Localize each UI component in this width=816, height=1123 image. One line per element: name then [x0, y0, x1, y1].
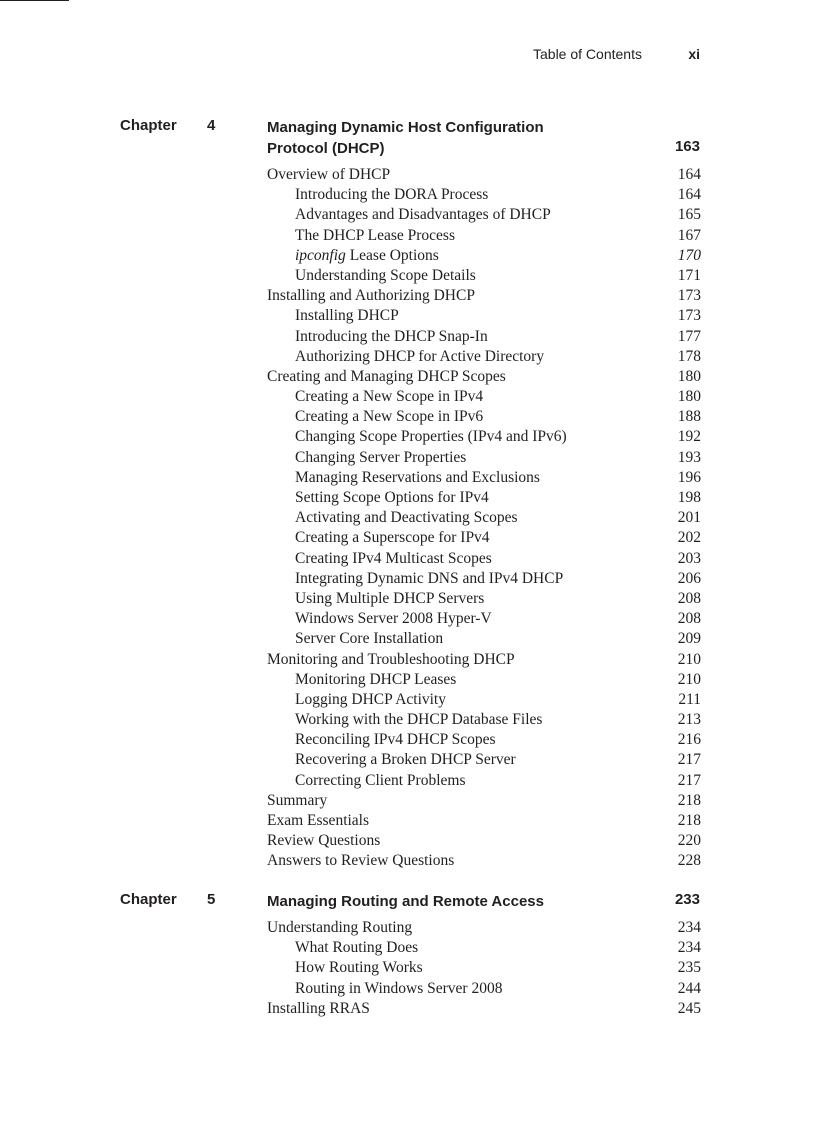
toc-entry-title — [267, 918, 412, 938]
toc-subentry — [267, 407, 701, 427]
toc-entry-page: 201 — [677, 509, 701, 527]
chapter-page-number: 163 — [674, 138, 700, 155]
toc-subentry — [267, 327, 701, 347]
toc-entry-title — [267, 650, 515, 670]
toc-entry-title-text: The DHCP Lease Process — [295, 226, 455, 244]
toc-entry-title — [295, 549, 492, 569]
toc-entry-title-text: How Routing Works — [295, 959, 423, 977]
toc-entry — [267, 165, 701, 185]
chapter-number: 4 — [207, 117, 216, 134]
toc-entry-title — [295, 468, 540, 488]
toc-entry-title-text: Windows Server 2008 Hyper-V — [295, 610, 492, 628]
toc-entry-page: 211 — [678, 690, 701, 708]
corner-rule — [0, 0, 69, 1]
chapter-title-line-1: Managing Routing and Remote Access — [267, 893, 544, 910]
toc-entry — [267, 851, 701, 871]
chapter-page-number: 233 — [674, 891, 700, 908]
toc-subentry — [267, 246, 701, 266]
toc-entry-page: 234 — [677, 939, 701, 957]
toc-entry-title-text: Answers to Review Questions — [267, 852, 455, 870]
toc-entry-title — [295, 938, 418, 958]
chapter-title-line-1: Managing Dynamic Host Configuration — [267, 119, 544, 136]
toc-entry-page: 244 — [677, 979, 701, 997]
toc-entry-title — [295, 327, 488, 347]
toc-entry — [267, 791, 701, 811]
chapter-number: 5 — [207, 891, 216, 908]
toc-entry-page: 210 — [677, 650, 701, 668]
toc-entry-page: 228 — [677, 852, 701, 870]
toc-subentry — [267, 508, 701, 528]
toc-entry-page: 171 — [677, 266, 701, 284]
toc-subentry — [267, 448, 701, 468]
toc-entry-title — [267, 999, 370, 1019]
toc-subentry — [267, 938, 701, 958]
toc-entry-title — [267, 811, 369, 831]
toc-entry-page: 203 — [677, 549, 701, 567]
chapter-label: Chapter — [120, 117, 177, 134]
toc-subentry — [267, 347, 701, 367]
toc-entry-title-text: Advantages and Disadvantages of DHCP — [295, 206, 551, 224]
toc-entry-page: 210 — [677, 670, 701, 688]
toc-entry-page: 216 — [677, 731, 701, 749]
toc-entry-page: 164 — [677, 186, 701, 204]
chapter-title — [267, 117, 617, 159]
toc-entry-page: 180 — [677, 367, 701, 385]
toc-entry-title — [295, 730, 496, 750]
toc-entry-page: 206 — [677, 569, 701, 587]
toc-entry-title-text: Understanding Scope Details — [295, 266, 476, 284]
toc-entry-title-text: Understanding Routing — [267, 919, 413, 936]
toc-subentry — [267, 710, 701, 730]
toc-entry-title-text: Logging DHCP Activity — [295, 690, 446, 708]
toc-entry-title-text: Changing Scope Properties (IPv4 and IPv6) — [295, 428, 567, 446]
toc-entry-page: 220 — [677, 832, 701, 850]
toc-entry — [267, 999, 701, 1019]
toc-subentry — [267, 528, 701, 548]
toc-entry-title-text: Recovering a Broken DHCP Server — [295, 751, 516, 769]
toc-entry-title-text: Server Core Installation — [295, 630, 444, 648]
toc-subentry — [267, 771, 701, 791]
toc-entry — [267, 286, 701, 306]
toc-entry-page: 218 — [677, 791, 701, 809]
running-head — [0, 46, 816, 66]
toc-entry-title-text: Summary — [267, 791, 328, 809]
toc-entry-title — [295, 427, 567, 447]
toc-entry-title — [295, 589, 484, 609]
toc-entry — [267, 650, 701, 670]
toc-entry-title — [295, 306, 399, 326]
toc-entry-title — [267, 831, 380, 851]
toc-entry-title-text: Installing DHCP — [295, 307, 399, 325]
toc-entry-title — [295, 185, 488, 205]
toc-entry-title — [295, 387, 483, 407]
chapter-title — [267, 891, 617, 912]
toc-entry-page: 213 — [677, 711, 701, 729]
toc-entry-title — [295, 246, 439, 266]
toc-entry-title-italic: ipconfig — [295, 246, 346, 264]
toc-entry-title-text: Setting Scope Options for IPv4 — [295, 489, 489, 506]
toc-entry — [267, 831, 701, 851]
toc-subentry — [267, 549, 701, 569]
toc-entry-title-text: Working with the DHCP Database Files — [295, 711, 543, 729]
toc-entry-page: 234 — [677, 919, 701, 936]
toc-entry-title-text: Routing in Windows Server 2008 — [295, 979, 503, 997]
toc-entry-title — [295, 710, 542, 730]
toc-subentry — [267, 185, 701, 205]
toc-entry-title — [295, 226, 455, 246]
toc-entry-title — [267, 791, 327, 811]
toc-entry-page: 217 — [677, 751, 701, 769]
toc-entry — [267, 367, 701, 387]
toc-entry-title — [295, 528, 490, 548]
toc-entry-title-text: Reconciling IPv4 DHCP Scopes — [295, 731, 496, 749]
toc-subentry — [267, 488, 701, 508]
toc-entry-page: 167 — [677, 226, 701, 244]
toc-subentry — [267, 609, 701, 629]
toc-entry-title-text: Authorizing DHCP for Active Directory — [295, 347, 545, 365]
toc-entry-page: 198 — [677, 489, 701, 506]
chapter-title-line-2: Protocol (DHCP) — [267, 140, 385, 157]
toc-entry-title-text: Exam Essentials — [267, 812, 370, 829]
toc-entry-page: 202 — [677, 529, 701, 547]
toc-entry-page: 192 — [677, 428, 701, 446]
toc-entry-page: 208 — [677, 589, 701, 607]
toc-entry-page: 196 — [677, 468, 701, 486]
chapter-label: Chapter — [120, 891, 177, 908]
toc-entry-title-text: Creating IPv4 Multicast Scopes — [295, 549, 492, 567]
toc-entry-title — [267, 165, 390, 185]
toc-subentry — [267, 589, 701, 609]
toc-entry-title — [295, 569, 563, 589]
toc-entry-title-text: Introducing the DORA Process — [295, 186, 489, 204]
toc-subentry — [267, 266, 701, 286]
toc-subentry — [267, 670, 701, 690]
toc-subentry — [267, 979, 701, 999]
toc-entry-page: 173 — [677, 307, 701, 325]
toc-entry-title-text: Using Multiple DHCP Servers — [295, 589, 485, 607]
toc-subentry — [267, 468, 701, 488]
toc-entry-title-text: Creating and Managing DHCP Scopes — [267, 367, 506, 385]
toc-entry-page: 209 — [677, 630, 701, 648]
toc-entry-page: 170 — [677, 246, 701, 264]
toc-entry-page: 235 — [677, 959, 701, 977]
toc-entry-title-text: Correcting Client Problems — [295, 771, 466, 789]
toc-subentry — [267, 387, 701, 407]
running-head-title: Table of Contents — [533, 46, 642, 62]
toc-subentry — [267, 730, 701, 750]
toc-entry-title — [295, 629, 443, 649]
toc-entry-title-text: Integrating Dynamic DNS and IPv4 DHCP — [295, 569, 564, 587]
toc-entry-title — [295, 448, 466, 468]
toc-entry-title — [295, 266, 476, 286]
toc-entry-title — [295, 979, 502, 999]
toc-entry-title-text: Introducing the DHCP Snap-In — [295, 327, 488, 345]
toc-entry-page: 188 — [677, 408, 701, 426]
toc-entry-title — [295, 750, 516, 770]
toc-subentry — [267, 690, 701, 710]
toc-entry-page: 173 — [677, 287, 701, 305]
toc-entry-title-text: Monitoring and Troubleshooting DHCP — [267, 650, 515, 668]
toc-subentry — [267, 569, 701, 589]
toc-entry — [267, 918, 701, 938]
toc-entry-page: 165 — [677, 206, 701, 224]
toc-entry-title-text: Managing Reservations and Exclusions — [295, 468, 540, 486]
toc-subentry — [267, 958, 701, 978]
toc-entry-title — [295, 205, 551, 225]
toc-entry-title — [295, 958, 423, 978]
toc-entry-title-text: Installing and Authorizing DHCP — [267, 287, 475, 305]
toc-entry-page: 217 — [677, 771, 701, 789]
toc-entry-page: 164 — [677, 166, 701, 183]
toc-subentry — [267, 205, 701, 225]
toc-entry-title-text: Monitoring DHCP Leases — [295, 670, 457, 688]
toc-entry-title-text: Installing RRAS — [267, 999, 370, 1017]
toc-entry-page: 193 — [677, 448, 701, 466]
toc-entry-title — [267, 851, 454, 871]
toc-entry-page: 245 — [677, 999, 701, 1017]
toc-entry — [267, 811, 701, 831]
toc-entry-title-text: Overview of DHCP — [267, 166, 391, 183]
toc-subentry — [267, 306, 701, 326]
toc-entry-title — [295, 690, 446, 710]
toc-entry-page: 218 — [677, 812, 701, 829]
toc-subentry — [267, 427, 701, 447]
toc-entry-page: 178 — [677, 347, 701, 365]
chapter-5-entries — [267, 918, 701, 1019]
toc-subentry — [267, 629, 701, 649]
toc-entry-title-text: Changing Server Properties — [295, 448, 467, 466]
toc-entry-title-text: Review Questions — [267, 832, 381, 850]
running-head-page-number: xi — [688, 46, 700, 62]
toc-entry-title — [295, 508, 518, 528]
toc-entry-title — [295, 407, 483, 427]
toc-entry-title — [295, 488, 489, 508]
toc-entry-title — [295, 771, 465, 791]
toc-entry-title — [295, 670, 456, 690]
toc-subentry — [267, 226, 701, 246]
toc-entry-title-text: Creating a Superscope for IPv4 — [295, 529, 490, 547]
chapter-4-entries — [267, 165, 701, 872]
toc-entry-page: 208 — [677, 610, 701, 628]
toc-subentry — [267, 750, 701, 770]
toc-entry-title — [295, 347, 544, 367]
toc-entry-title-text: Lease Options — [345, 246, 439, 264]
toc-entry-title-text: What Routing Does — [295, 939, 419, 957]
toc-entry-page: 177 — [677, 327, 701, 345]
toc-entry-title-text: Activating and Deactivating Scopes — [295, 509, 518, 527]
toc-entry-title — [267, 367, 506, 387]
toc-entry-title-text: Creating a New Scope in IPv6 — [295, 408, 484, 426]
toc-entry-title — [267, 286, 475, 306]
toc-entry-title-text: Creating a New Scope in IPv4 — [295, 388, 484, 406]
toc-entry-title — [295, 609, 492, 629]
toc-entry-page: 180 — [677, 388, 701, 406]
